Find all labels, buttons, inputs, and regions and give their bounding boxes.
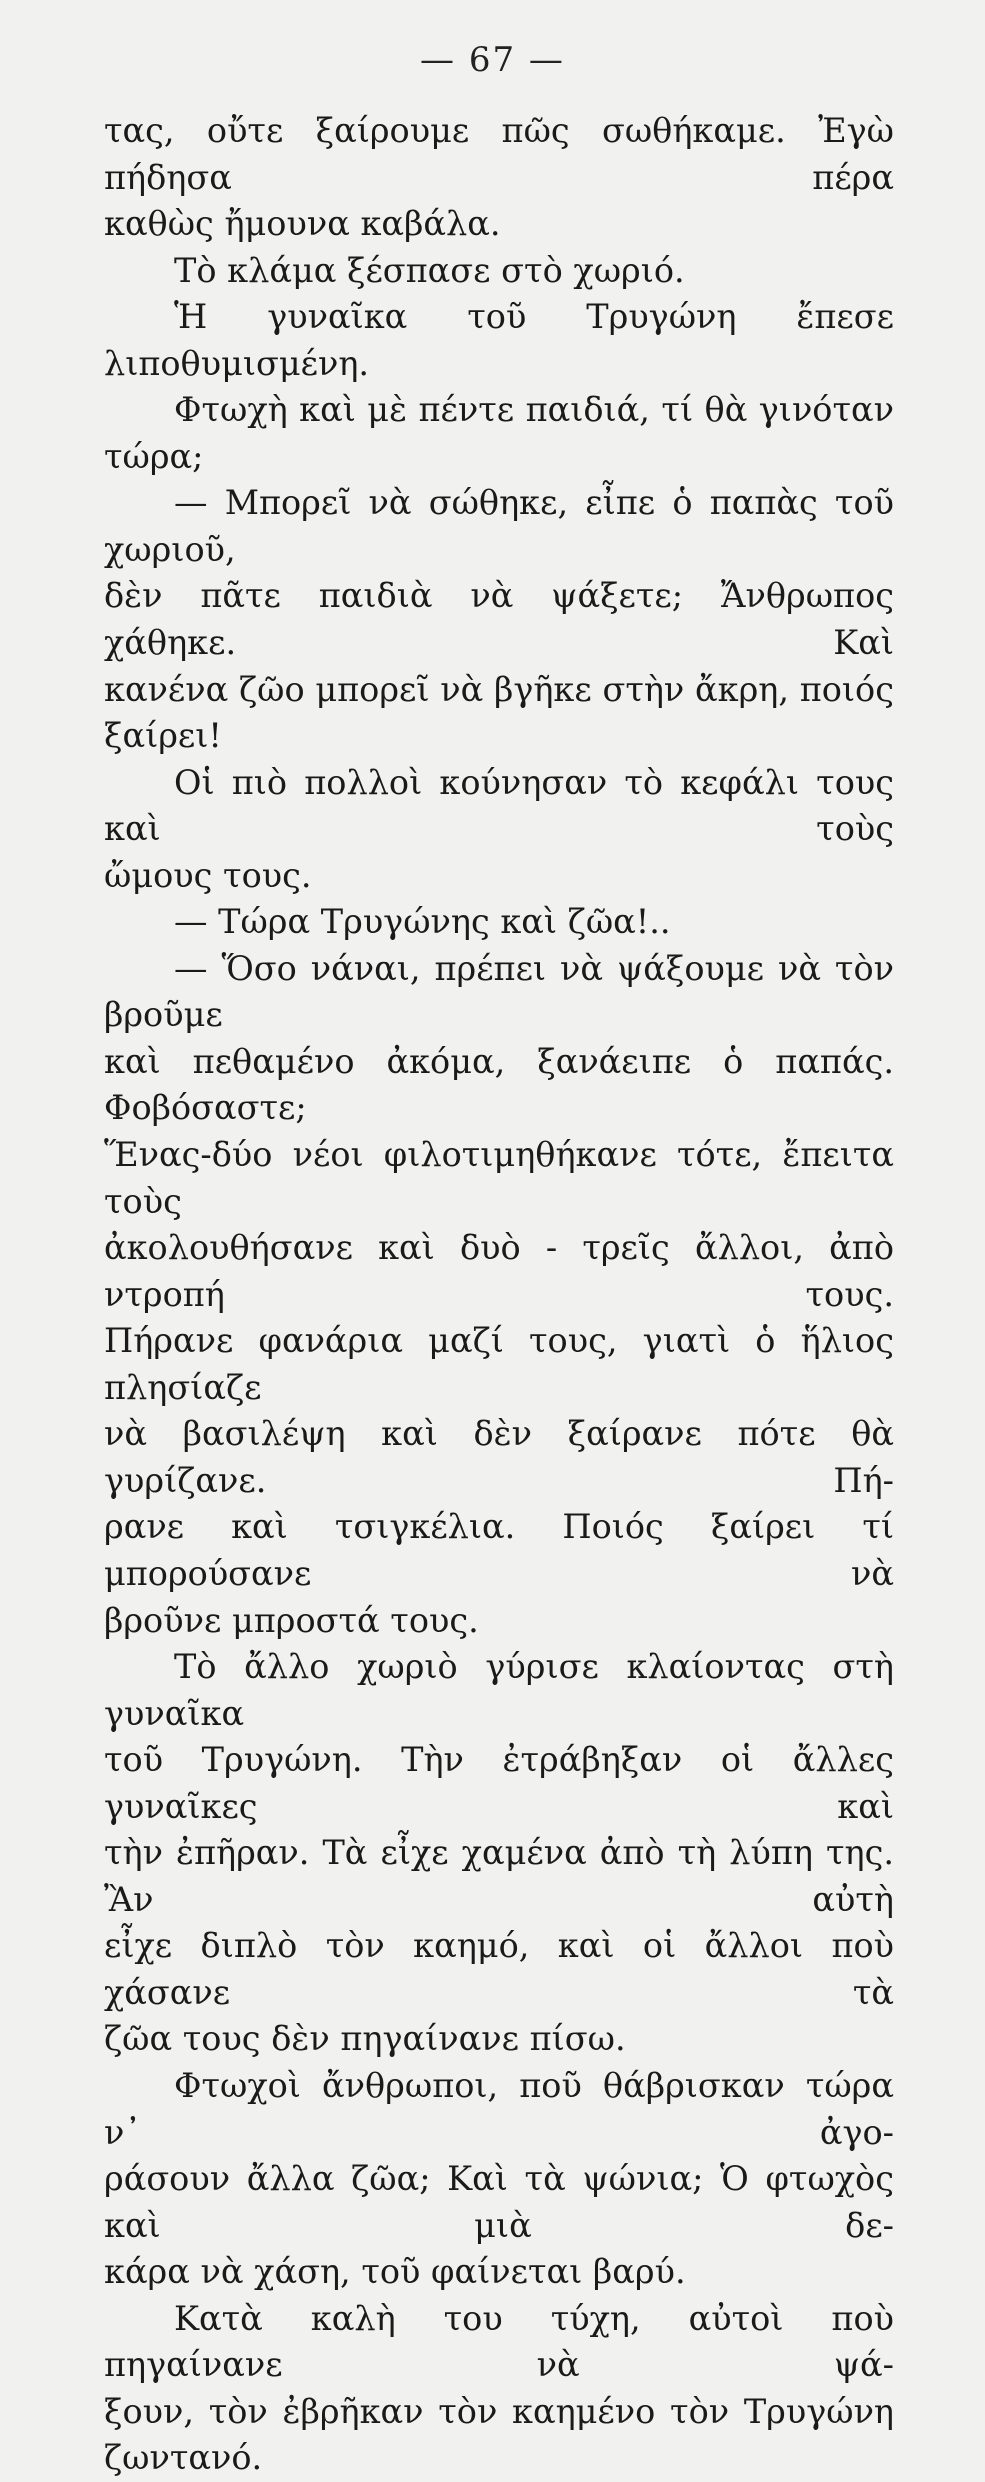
- line-text: Φτωχὴ καὶ μὲ πέντε παιδιά, τί θὰ γινόταν τώρα;: [104, 390, 894, 476]
- text-line: [104, 573, 894, 666]
- line-text: δὲν πᾶτε παιδιὰ νὰ ψάξετε; Ἄνθρωπος χάθηκε. Καὶ: [104, 576, 894, 663]
- line-text: εἶχε διπλὸ τὸν καημό, καὶ οἱ ἄλλοι ποὺ χάσανε τὰ: [104, 1926, 894, 2012]
- text-line: [104, 2389, 894, 2482]
- line-text: Φτωχοὶ ἄνθρωποι, ποῦ θάβρισκαν τώρα ν᾿ ἀγο-: [104, 2065, 894, 2152]
- line-text: νὰ βασιλέψη καὶ δὲν ξαίρανε πότε θὰ γυρίζανε. Πή-: [104, 1414, 894, 1500]
- text-line: [104, 1411, 894, 1504]
- page-number: — 67 —: [420, 40, 565, 80]
- text-line: [104, 2249, 894, 2296]
- line-text: καθὼς ἤμουνα καβάλα.: [104, 204, 501, 244]
- text-line: [104, 667, 894, 760]
- text-line: [104, 1830, 894, 1923]
- text-line: [104, 1132, 894, 1225]
- text-line: [104, 1598, 894, 1645]
- text-line: [104, 1225, 894, 1318]
- line-text: καὶ πεθαμένο ἀκόμα, ξανάειπε ὁ παπάς. Φοβόσαστε;: [104, 1041, 894, 1128]
- line-text: κάρα νὰ χάση, τοῦ φαίνεται βαρύ.: [104, 2252, 686, 2292]
- line-text: ρανε καὶ τσιγκέλια. Ποιός ξαίρει τί μπορούσανε νὰ: [104, 1507, 894, 1593]
- line-text: Οἱ πιὸ πολλοὶ κούνησαν τὸ κεφάλι τους καὶ τοὺς: [104, 762, 894, 849]
- line-text: Ἕνας-δύο νέοι φιλοτιμηθήκανε τότε, ἔπειτα τοὺς: [104, 1135, 894, 1221]
- line-text: τὴν ἐπῆραν. Τὰ εἶχε χαμένα ἀπὸ τὴ λύπη της. Ἂν αὐτὴ: [104, 1833, 894, 1919]
- line-text: ὤμους τους.: [104, 855, 312, 895]
- line-text: τοῦ Τρυγώνη. Τὴν ἐτράβηξαν οἱ ἄλλες γυναῖκες καὶ: [104, 1740, 894, 1826]
- text-line: [104, 480, 894, 573]
- text-line: [104, 1039, 894, 1132]
- line-text: κανένα ζῶο μπορεῖ νὰ βγῆκε στὴν ἄκρη, ποιός ξαίρει!: [104, 669, 894, 756]
- line-text: — Ὅσο νάναι, πρέπει νὰ ψάξουμε νὰ τὸν βροῦμε: [104, 948, 894, 1035]
- text-line: [104, 2016, 894, 2063]
- line-text: — Τώρα Τρυγώνης καὶ ζῶα!..: [174, 902, 671, 942]
- line-text: Κατὰ καλὴ του τύχη, αὐτοὶ ποὺ πηγαίνανε νὰ ψά-: [104, 2298, 894, 2385]
- text-line: [104, 2063, 894, 2156]
- line-text: Ἡ γυναῖκα τοῦ Τρυγώνη ἔπεσε λιποθυμισμένη.: [104, 297, 894, 383]
- text-line: [104, 2156, 894, 2249]
- text-line: [104, 853, 894, 900]
- body-text: [104, 108, 894, 2482]
- text-line: [104, 294, 894, 387]
- text-line: [104, 899, 894, 946]
- line-text: Πήρανε φανάρια μαζί τους, γιατὶ ὁ ἥλιος πλησίαζε: [104, 1321, 894, 1407]
- text-line: [104, 1923, 894, 2016]
- text-line: [104, 248, 894, 295]
- text-line: [104, 946, 894, 1039]
- text-line: [104, 1318, 894, 1411]
- line-text: βροῦνε μπροστά τους.: [104, 1600, 479, 1640]
- line-text: Τὸ ἄλλο χωριὸ γύρισε κλαίοντας στὴ γυναῖκα: [104, 1647, 894, 1733]
- text-line: [104, 387, 894, 480]
- line-text: — Μπορεῖ νὰ σώθηκε, εἶπε ὁ παπὰς τοῦ χωριοῦ,: [104, 483, 894, 569]
- text-line: [104, 1644, 894, 1737]
- line-text: ἀκολουθήσανε καὶ δυὸ - τρεῖς ἄλλοι, ἀπὸ ντροπή τους.: [104, 1228, 894, 1314]
- line-text: Τὸ κλάμα ξέσπασε στὸ χωριό.: [174, 250, 685, 290]
- text-line: [104, 760, 894, 853]
- text-line: [104, 108, 894, 201]
- text-line: [104, 1737, 894, 1830]
- text-line: [104, 1504, 894, 1597]
- line-text: ζῶα τους δὲν πηγαίνανε πίσω.: [104, 2019, 626, 2059]
- line-text: τας, οὔτε ξαίρουμε πῶς σωθήκαμε. Ἐγὼ πήδησα πέρα: [104, 111, 894, 197]
- line-text: ράσουν ἄλλα ζῶα; Καὶ τὰ ψώνια; Ὁ φτωχὸς καὶ μιὰ δε-: [104, 2159, 894, 2245]
- text-line: [104, 2296, 894, 2389]
- text-line: [104, 201, 894, 248]
- line-text: ξουν, τὸν ἐβρῆκαν τὸν καημένο τὸν Τρυγώνη ζωντανό.: [104, 2391, 894, 2478]
